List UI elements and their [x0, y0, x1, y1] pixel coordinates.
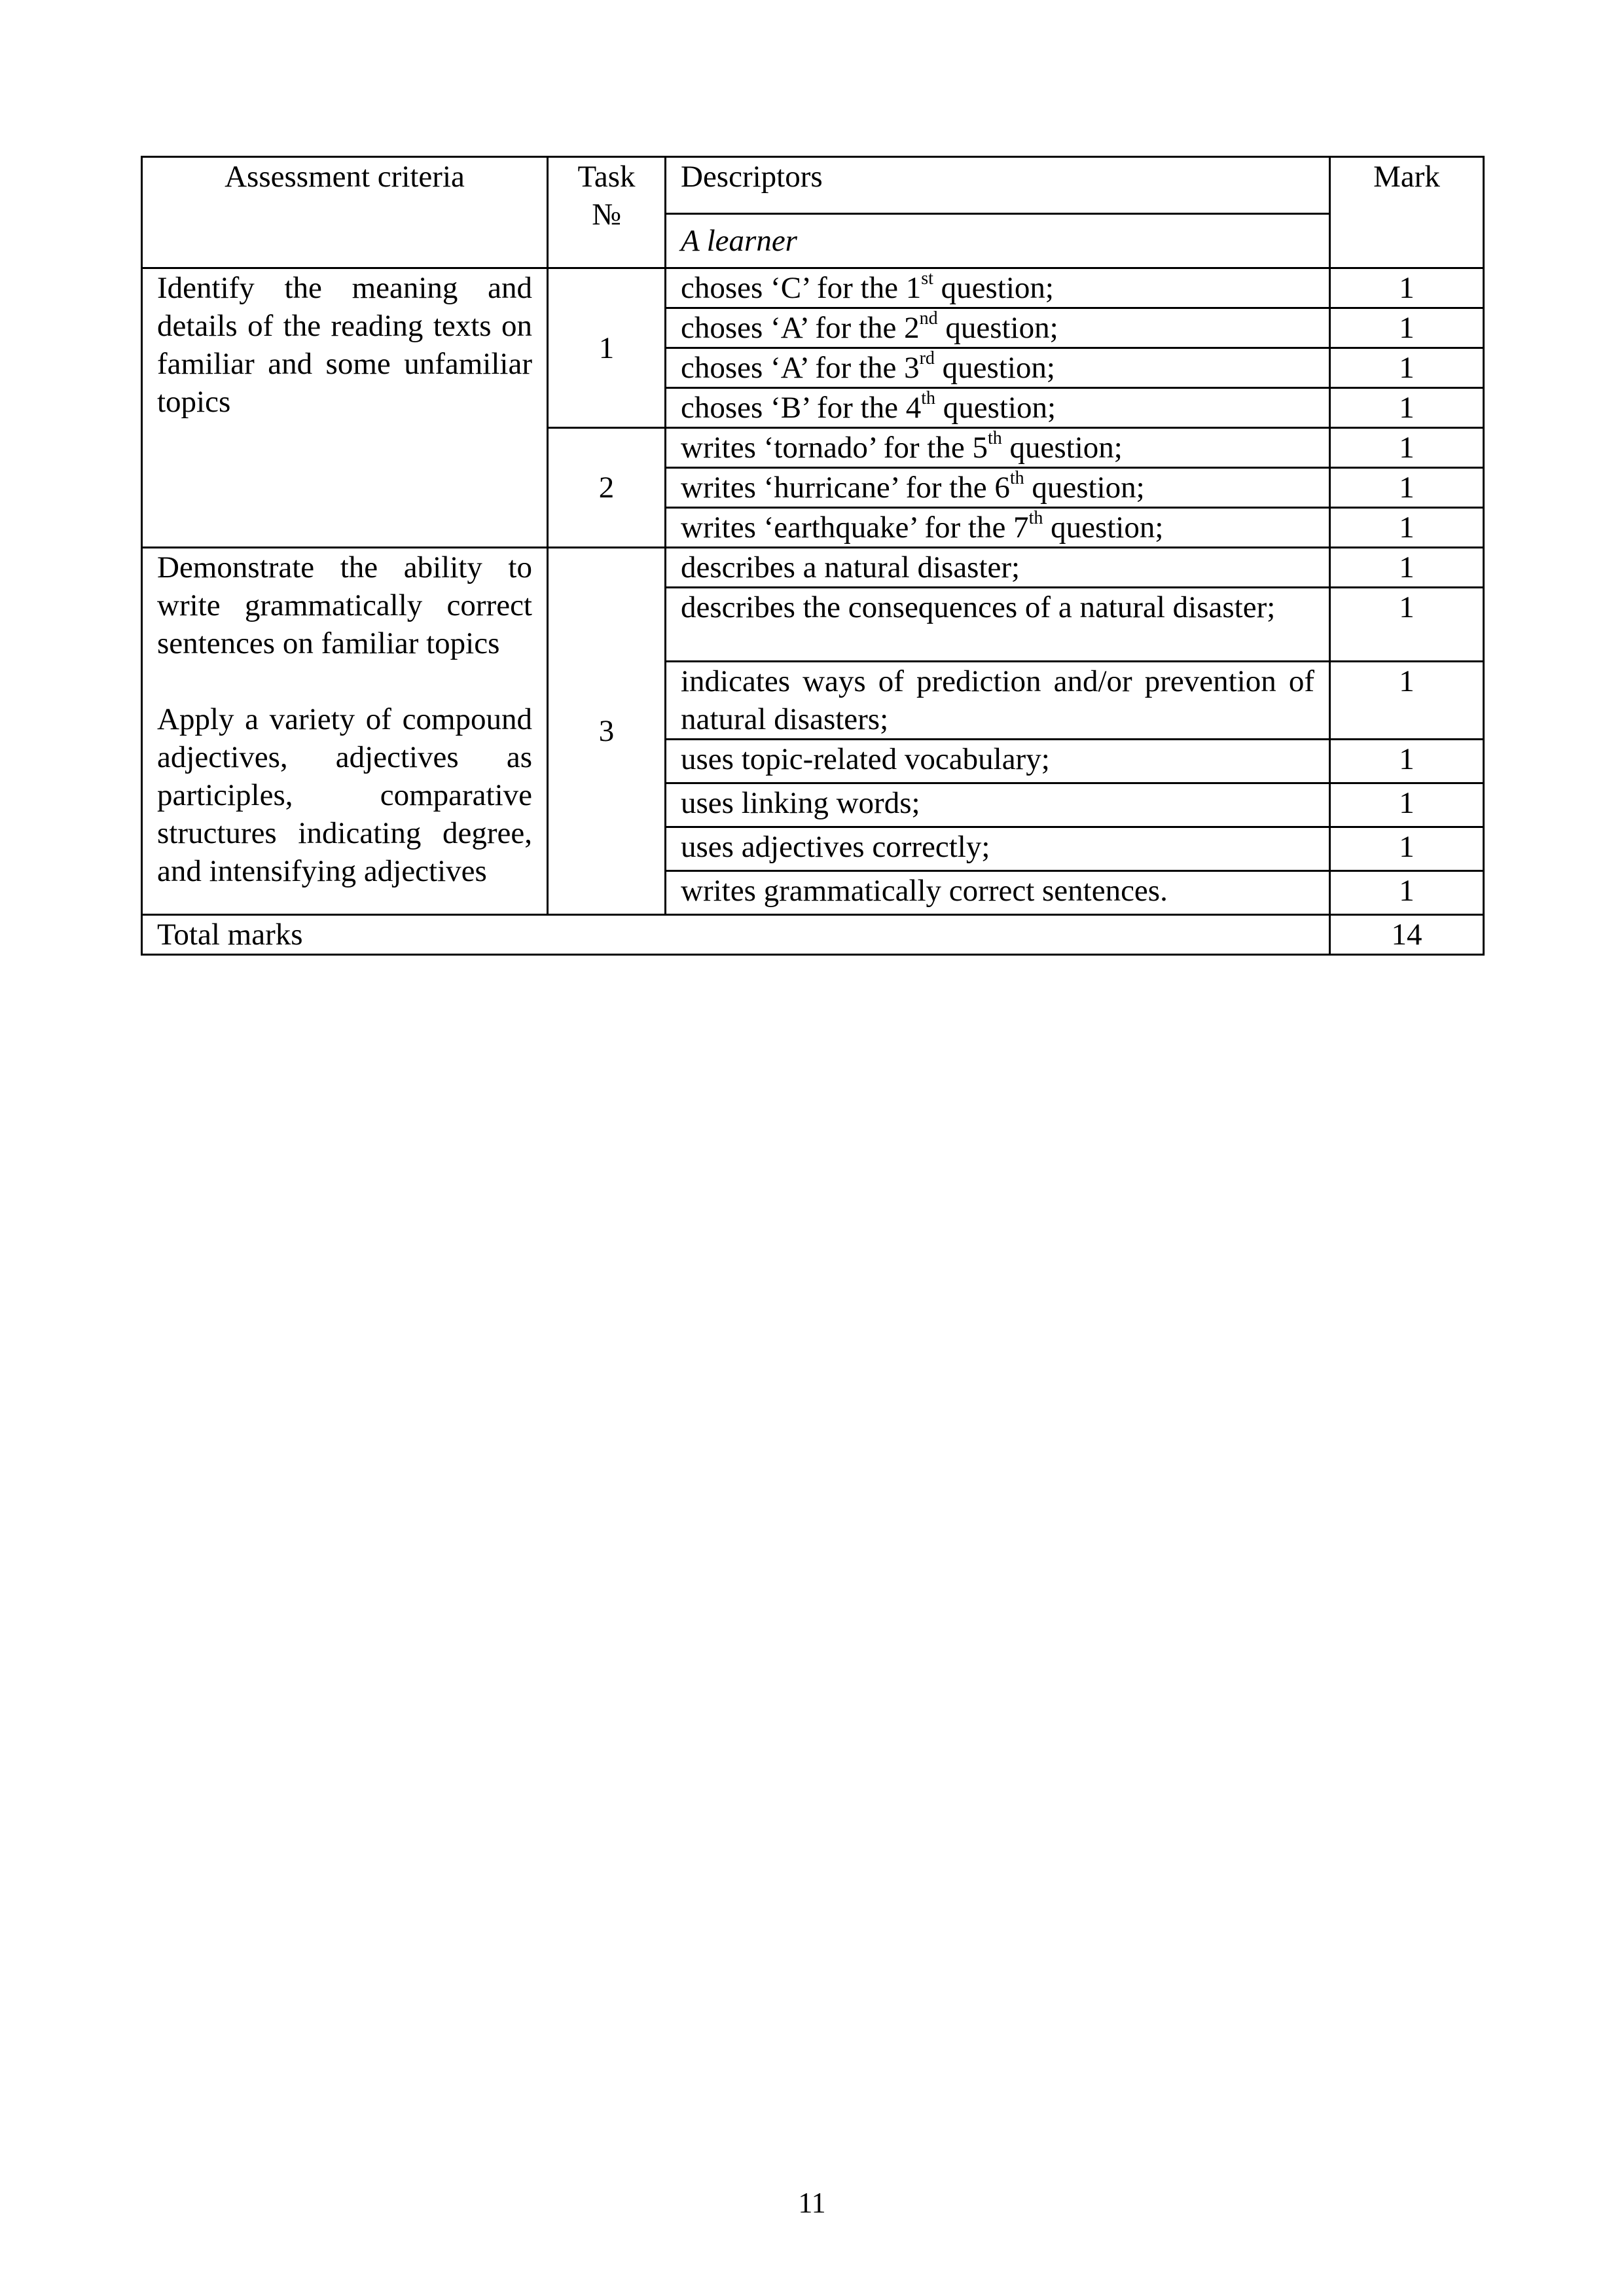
descriptor-text-end: question;: [1043, 511, 1164, 545]
descriptor-text-end: question;: [937, 311, 1058, 345]
table-row: [142, 268, 1484, 308]
task-1-number: 1: [598, 331, 615, 365]
mark-value: 1: [1399, 664, 1415, 698]
mark-cell: [1330, 548, 1484, 588]
mark-value: 1: [1399, 742, 1415, 776]
descriptor-cell: [666, 827, 1330, 871]
mark-cell: [1330, 428, 1484, 468]
mark-cell: [1330, 348, 1484, 388]
total-row: [142, 915, 1484, 955]
header-task-number: [548, 157, 666, 268]
mark-value: 1: [1399, 511, 1415, 545]
task-2-number: 2: [598, 471, 615, 505]
mark-value: 1: [1399, 786, 1415, 820]
mark-cell: [1330, 588, 1484, 662]
descriptor-cell: [666, 588, 1330, 662]
descriptor-text: describes a natural disaster;: [681, 550, 1020, 584]
descriptor-text: choses ‘C’ for the 1: [681, 271, 922, 305]
ordinal-suffix: th: [1009, 468, 1024, 489]
total-marks-value: 14: [1391, 918, 1422, 952]
mark-cell: [1330, 508, 1484, 548]
header-descriptors: [666, 157, 1330, 214]
descriptor-cell: [666, 740, 1330, 783]
descriptor-text-end: question;: [1024, 471, 1145, 505]
descriptor-cell: [666, 662, 1330, 740]
descriptor-text: uses linking words;: [681, 786, 920, 820]
mark-value: 1: [1399, 391, 1415, 425]
mark-value: 1: [1399, 271, 1415, 305]
mark-cell: [1330, 827, 1484, 871]
ordinal-suffix: th: [1028, 508, 1043, 529]
criteria-writing: [142, 548, 548, 915]
descriptor-cell: [666, 308, 1330, 348]
header-mark: [1330, 157, 1484, 268]
mark-value: 1: [1399, 471, 1415, 505]
header-number-sign: №: [592, 198, 621, 232]
ordinal-suffix: th: [987, 428, 1002, 449]
descriptors-subheader: [666, 214, 1330, 268]
descriptor-text: choses ‘A’ for the 3: [681, 351, 920, 385]
task-1-cell: [548, 268, 666, 428]
header-descriptors-label: Descriptors: [681, 160, 823, 194]
descriptor-cell: [666, 548, 1330, 588]
mark-value: 1: [1399, 830, 1415, 864]
mark-cell: [1330, 662, 1484, 740]
descriptor-cell: [666, 388, 1330, 428]
mark-value: 1: [1399, 590, 1415, 624]
table-header-row: [142, 157, 1484, 214]
criteria-grammar-text: Apply a variety of compound adjectives, adjectives as participles, comparative structures indicating degree, and intensifying adjectives: [157, 702, 532, 888]
header-task-label: Task: [577, 160, 636, 194]
descriptor-text: uses adjectives correctly;: [681, 830, 990, 864]
descriptor-text: describes the consequences of a natural disaster;: [681, 590, 1276, 624]
descriptor-text: indicates ways of prediction and/or prevention of natural disasters;: [681, 664, 1314, 736]
mark-value: 1: [1399, 431, 1415, 465]
mark-cell: [1330, 783, 1484, 827]
descriptor-text: writes ‘tornado’ for the 5: [681, 431, 988, 465]
descriptor-text: writes ‘hurricane’ for the 6: [681, 471, 1010, 505]
descriptor-text: choses ‘A’ for the 2: [681, 311, 920, 345]
mark-cell: [1330, 268, 1484, 308]
task-3-cell: [548, 548, 666, 915]
task-3-number: 3: [598, 714, 615, 748]
descriptor-text-end: question;: [934, 351, 1055, 385]
descriptor-text-end: question;: [935, 391, 1056, 425]
ordinal-suffix: nd: [919, 308, 938, 329]
descriptor-cell: [666, 871, 1330, 915]
assessment-table: [141, 156, 1485, 956]
ordinal-suffix: rd: [919, 348, 935, 369]
mark-cell: [1330, 871, 1484, 915]
ordinal-suffix: st: [921, 268, 933, 289]
mark-value: 1: [1399, 351, 1415, 385]
mark-cell: [1330, 308, 1484, 348]
total-label-cell: [142, 915, 1330, 955]
mark-cell: [1330, 388, 1484, 428]
mark-value: 1: [1399, 550, 1415, 584]
descriptor-cell: [666, 783, 1330, 827]
total-marks-label: Total marks: [157, 918, 303, 952]
total-value-cell: [1330, 915, 1484, 955]
descriptor-text: writes ‘earthquake’ for the 7: [681, 511, 1029, 545]
header-assessment-criteria: [142, 157, 548, 268]
descriptor-cell: [666, 348, 1330, 388]
descriptor-text-end: question;: [1001, 431, 1123, 465]
descriptor-cell: [666, 428, 1330, 468]
mark-value: 1: [1399, 874, 1415, 908]
descriptor-cell: [666, 508, 1330, 548]
criteria-reading: [142, 268, 548, 548]
descriptor-cell: [666, 268, 1330, 308]
descriptor-text: choses ‘B’ for the 4: [681, 391, 922, 425]
descriptor-text: writes grammatically correct sentences.: [681, 874, 1168, 908]
page-number: 11: [798, 2187, 826, 2219]
mark-value: 1: [1399, 311, 1415, 345]
criteria-writing-text: Demonstrate the ability to write grammatically correct sentences on familiar topics: [157, 550, 532, 660]
descriptor-text-end: question;: [933, 271, 1054, 305]
criteria-spacer: [157, 662, 532, 700]
mark-cell: [1330, 740, 1484, 783]
header-criteria-label: Assessment criteria: [225, 160, 465, 194]
task-2-cell: [548, 428, 666, 548]
learner-label: A learner: [681, 224, 797, 258]
descriptor-text: uses topic-related vocabulary;: [681, 742, 1050, 776]
mark-cell: [1330, 468, 1484, 508]
descriptor-cell: [666, 468, 1330, 508]
header-mark-label: Mark: [1373, 160, 1440, 194]
criteria-reading-text: Identify the meaning and details of the reading texts on familiar and some unfamiliar topics: [157, 271, 532, 419]
ordinal-suffix: th: [921, 388, 935, 409]
table-row: [142, 548, 1484, 588]
